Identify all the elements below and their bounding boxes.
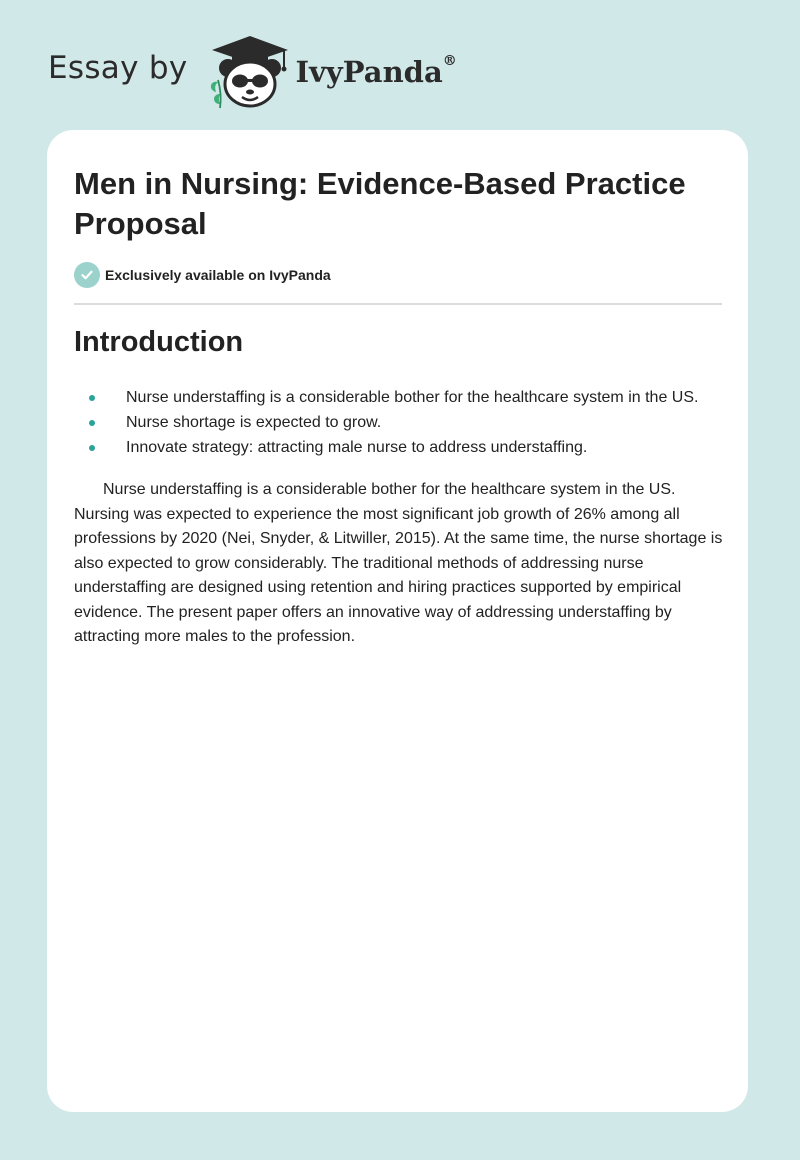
bullet-text: Innovate strategy: attracting male nurse to address understaffing. [126,439,588,456]
bullet-item [74,410,734,435]
bullet-item [74,385,734,410]
bullet-text: Nurse understaffing is a considerable bother for the healthcare system in the US. [126,389,699,406]
essay-by-label: Essay by [48,50,188,86]
bullet-dot-icon [89,445,95,451]
bullet-text: Nurse shortage is expected to grow. [126,414,382,431]
introduction-paragraph: Nurse understaffing is a considerable bother for the healthcare system in the US. Nursing was expected to experience the most significant job growth of 26% among all professions by 2020 (Nei, Snyder, & Litwiller, 2015). At the same time, the nurse shortage is also expected to grow considerably. The traditional methods of addressing nurse understaffing are designed using retention and hiring practices supported by empirical evidence. The present paper offers an innovative way of addressing understaffing by attracting more males to the profession. [74,481,723,645]
essay-card [47,130,748,1112]
exclusive-badge-text: Exclusively available on IvyPanda [105,267,331,283]
introduction-bullet-list [74,385,734,460]
bullet-dot-icon [89,395,95,401]
brand-name[interactable] [296,55,457,89]
section-heading-introduction: Introduction [74,326,244,358]
panda-graduate-logo-icon[interactable] [204,32,296,112]
bullet-dot-icon [89,420,95,426]
brand-name-text: IvyPanda [295,55,443,89]
title-divider [74,303,722,305]
site-header [48,32,457,112]
essay-title: Men in Nursing: Evidence-Based Practice Proposal [74,166,686,241]
registered-mark: ® [442,53,457,70]
check-circle-icon [74,262,100,288]
bullet-item [74,435,734,460]
exclusive-badge [74,262,331,288]
